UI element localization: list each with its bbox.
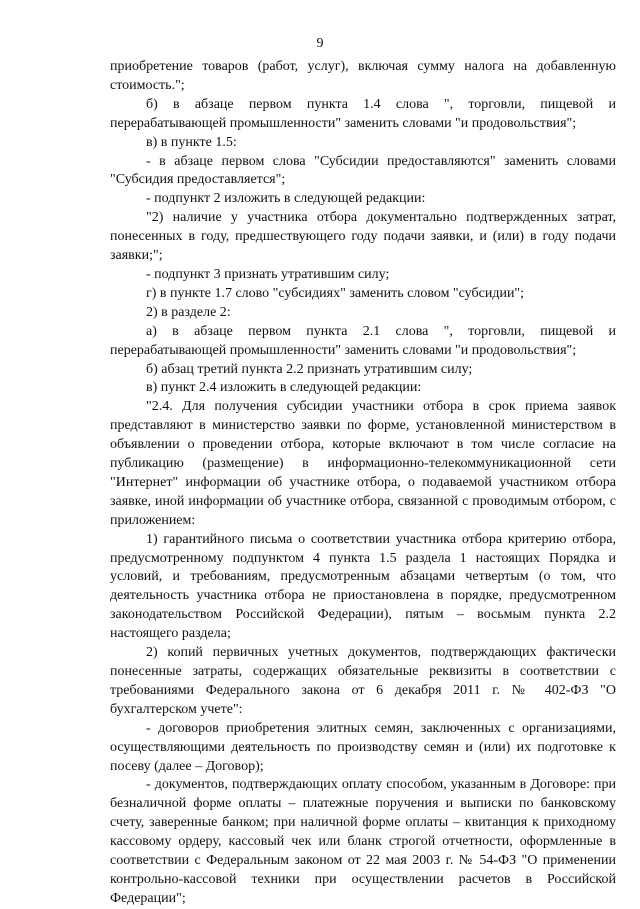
paragraph-6: "2) наличие у участника отбора документально подтвержденных затрат, понесенных в году, предшествующего году подачи заявки, и (или) в году подачи заявки;"; [110,210,616,264]
paragraph-2: б) в абзаце первом пункта 1.4 слова ", торговли, пищевой и перерабатывающей промышленности" заменить словами "и продовольствия"; [110,96,616,131]
paragraph-4: - в абзаце первом слова "Субсидии предоставляются" заменить словами "Субсидия предоставляется"; [110,153,616,188]
paragraph-16: - договоров приобретения элитных семян, заключенных с организациями, осуществляющими деятельность по производству семян и (или) их подготовке к посеву (далее – Договор); [110,720,616,774]
paragraph-3: в) в пункте 1.5: [146,134,237,150]
paragraph-9: 2) в разделе 2: [146,304,231,320]
paragraph-15: 2) копий первичных учетных документов, подтверждающих фактически понесенные затраты, содержащих обязательные реквизиты в соответствии с требованиями Федерального закона от 6 декабря 2011 г. № 402-ФЗ "О бухгалтерском учете": [110,645,616,717]
paragraph-5: - подпункт 2 изложить в следующей редакции: [146,191,426,207]
paragraph-8: г) в пункте 1.7 слово "субсидиях" заменить словом "субсидии"; [146,285,525,301]
paragraph-10: а) в абзаце первом пункта 2.1 слова ", торговли, пищевой и перерабатывающей промышленности" заменить словами "и продовольствия"; [110,323,616,358]
paragraph-13: "2.4. Для получения субсидии участники отбора в срок приема заявок представляют в министерство заявки по форме, установленной министерством в объявлении о проведении отбора, которые включают в том числе согласие на публикацию (размещение) в информационно-телекоммуникационной сети "Интернет" информации об участнике отбора, о подаваемой участником отбора заявке, иной информации об участнике отбора, связанной с проводимым отбором, с приложением: [110,399,616,528]
paragraph-1: приобретение товаров (работ, услуг), включая сумму налога на добавленную стоимость."; [110,59,616,93]
paragraph-12: в) пункт 2.4 изложить в следующей редакции: [146,380,422,396]
paragraph-17: - документов, подтверждающих оплату способом, указанным в Договоре: при безналичной форме оплаты – платежные поручения и выписки по банковскому счету, заверенные банком; при наличной форме оплаты – квитанция к приходному кассовому ордеру, кассовый чек или бланк строгой отчетности, оформленные в соответствии с Федеральным законом от 22 мая 2003 г. № 54-ФЗ "О применении контрольно-кассовой техники при осуществлении расчетов в Российской Федерации"; [110,777,616,906]
paragraph-11: б) абзац третий пункта 2.2 признать утратившим силу; [146,361,473,377]
document-body [110,58,616,909]
paragraph-7: - подпункт 3 признать утратившим силу; [146,266,390,282]
paragraph-14: 1) гарантийного письма о соответствии участника отбора критерию отбора, предусмотренному подпунктом 4 пункта 1.5 раздела 1 настоящих Порядка и условий, и требованиям, предусмотренным абзацами четвертым (о том, что деятельность участника отбора не приостановлена в порядке, предусмотренном законодательством Российской Федерации), пятым – восьмым пункта 2.2 настоящего раздела; [110,531,616,642]
page-number: 9 [316,36,324,51]
